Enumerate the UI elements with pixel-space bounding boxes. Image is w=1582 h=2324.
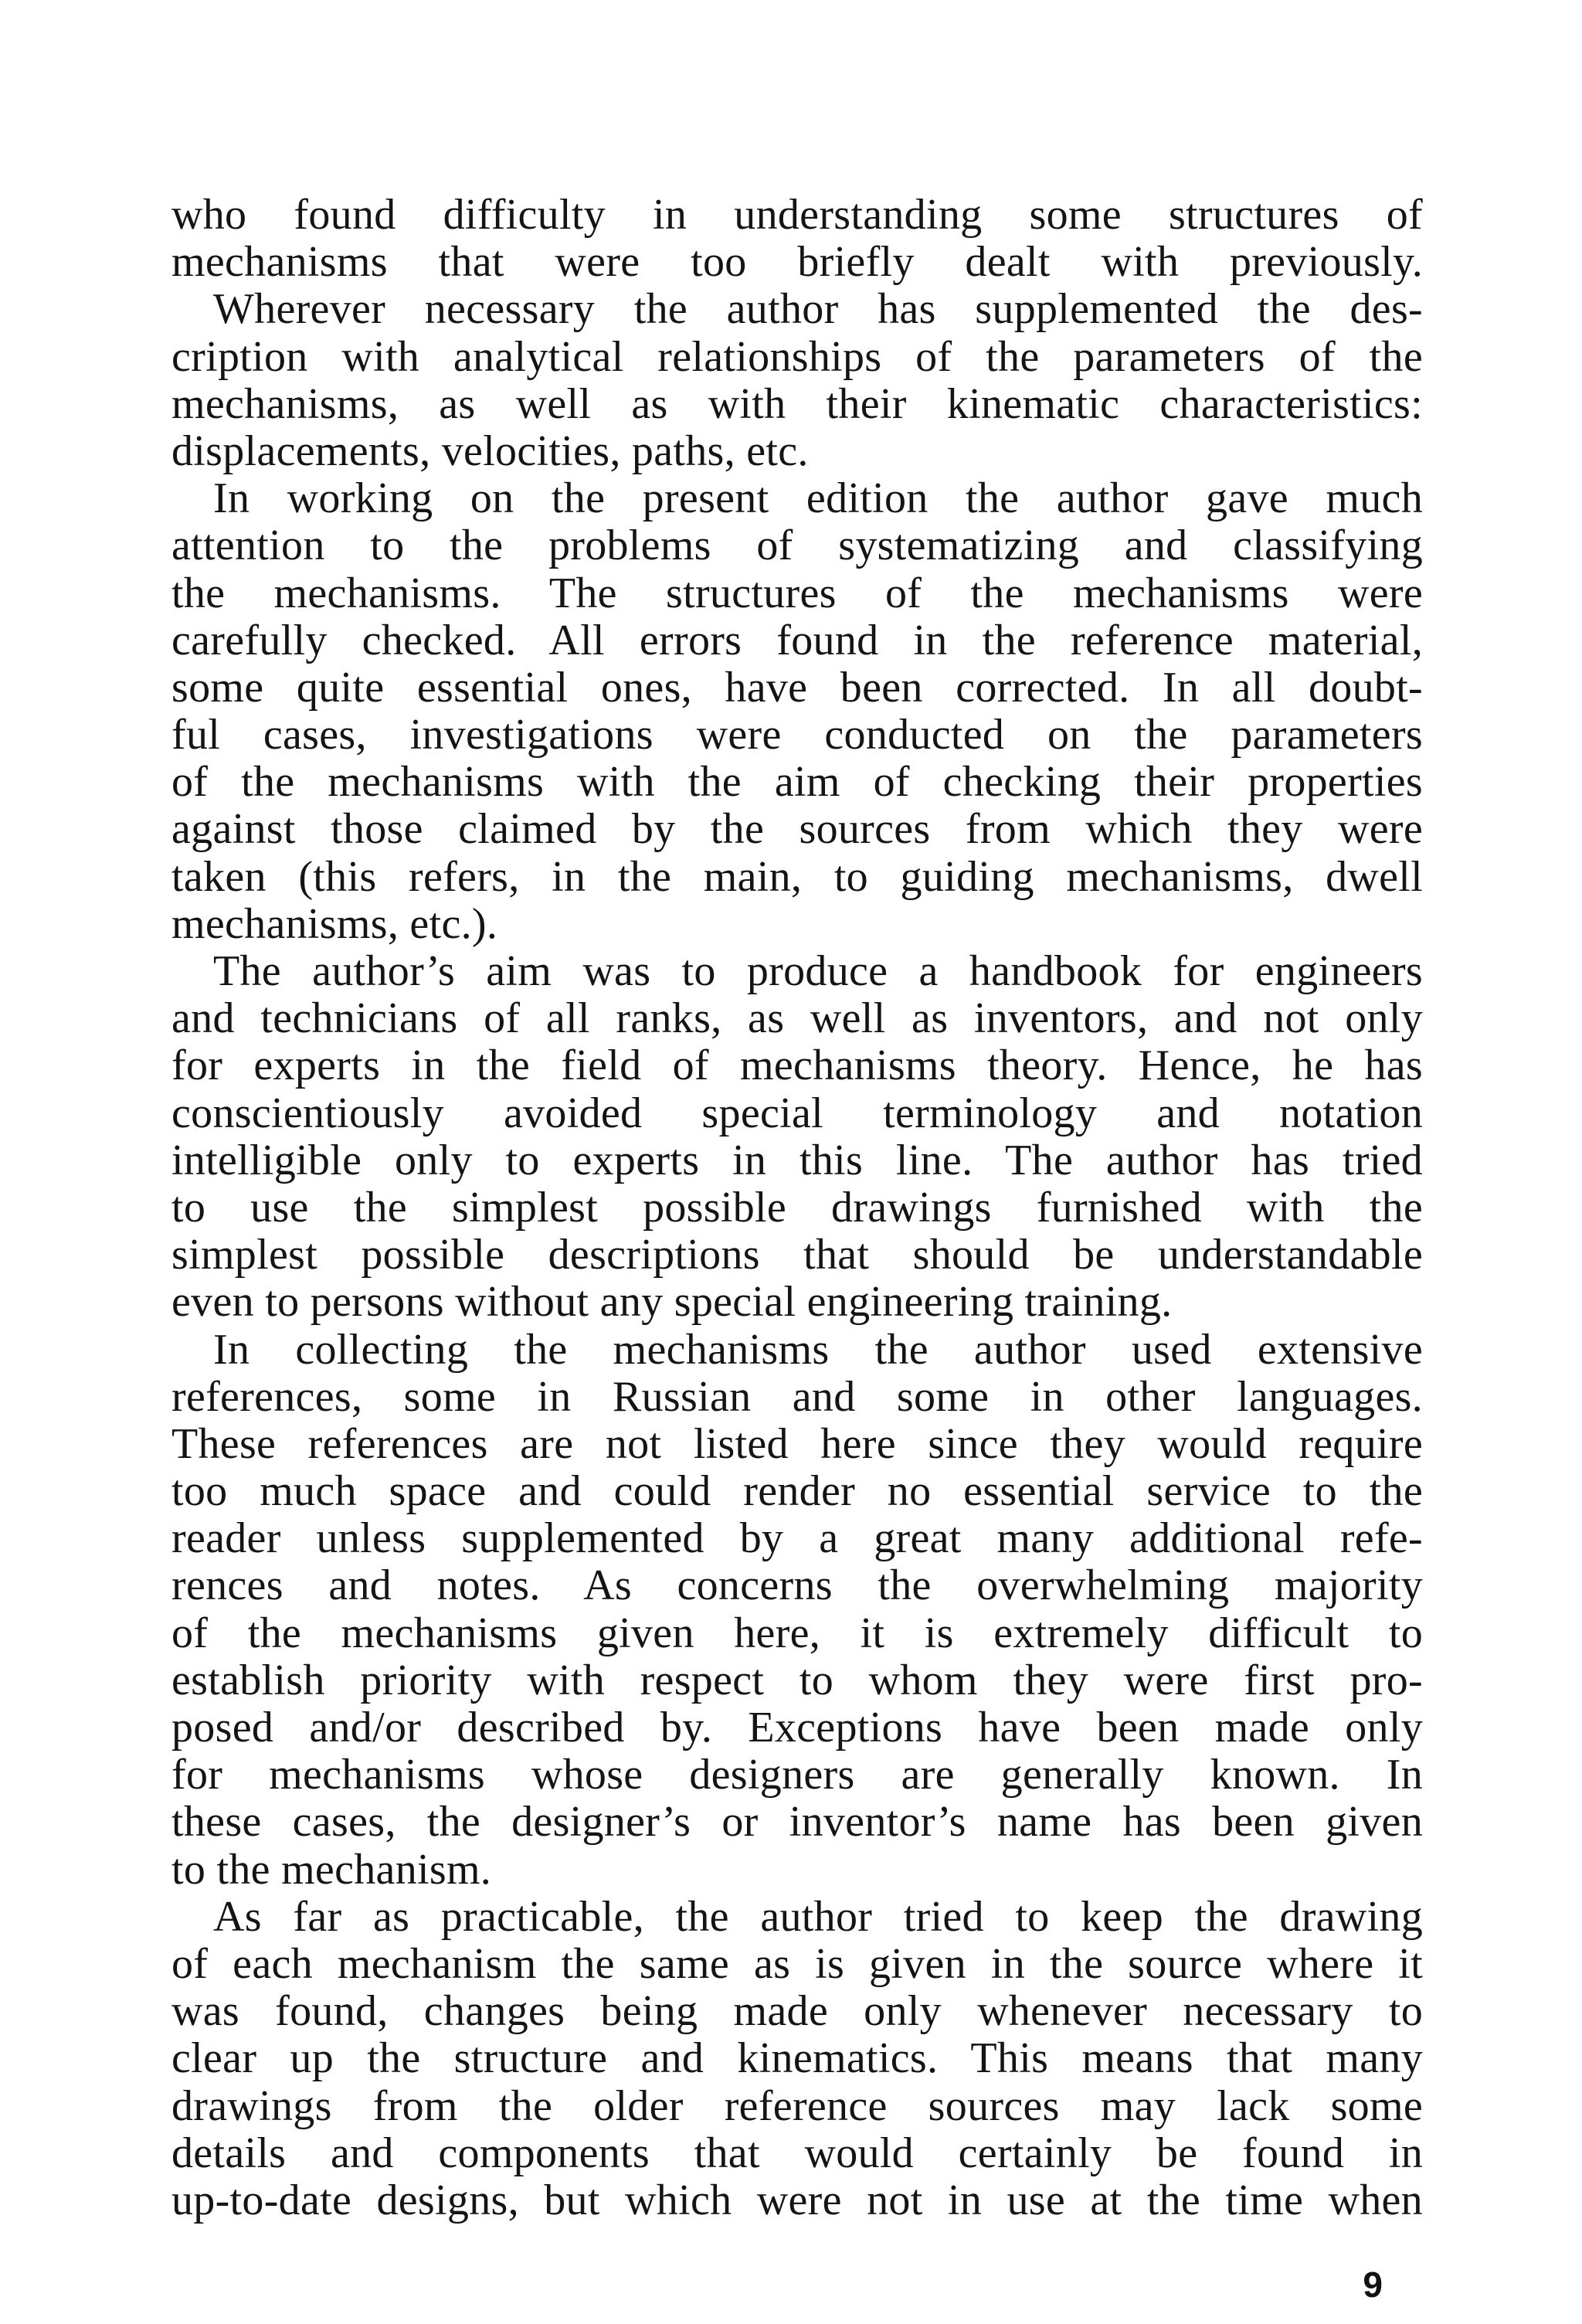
text-line: taken (this refers, in the main, to guiding mechanisms, dwell xyxy=(171,852,1423,901)
text-line: to use the simplest possible drawings furnished with the xyxy=(171,1183,1423,1232)
body-text xyxy=(171,192,1423,2224)
paragraph-first-line: As far as practicable, the author tried to keep the drawing xyxy=(213,1892,1423,1941)
text-line: conscientiously avoided special terminology and notation xyxy=(171,1089,1423,1137)
text-line: some quite essential ones, have been corrected. In all doubt- xyxy=(171,663,1423,712)
text-line: was found, changes being made only whenever necessary to xyxy=(171,1987,1423,2036)
text-line: drawings from the older reference sources may lack some xyxy=(171,2081,1423,2130)
text-line: posed and/or described by. Exceptions have been made only xyxy=(171,1704,1423,1751)
paragraph-last-line: to the mechanism. xyxy=(171,1845,492,1894)
text-line: against those claimed by the sources from which they were xyxy=(171,805,1423,854)
text-line: of the mechanisms given here, it is extremely difficult to xyxy=(171,1609,1423,1657)
text-line: too much space and could render no essential service to the xyxy=(171,1467,1423,1516)
text-line: rences and notes. As concerns the overwhelming majority xyxy=(171,1561,1423,1610)
paragraph-last-line: even to persons without any special engineering training. xyxy=(171,1278,1173,1327)
text-line: establish priority with respect to whom they were first pro- xyxy=(171,1656,1423,1704)
text-line: cription with analytical relationships of the parameters of the xyxy=(171,332,1423,381)
paragraph-last-line: displacements, velocities, paths, etc. xyxy=(171,426,809,475)
text-line: These references are not listed here since they would require xyxy=(171,1419,1423,1468)
text-line: references, some in Russian and some in other languages. xyxy=(171,1372,1423,1421)
text-line: for mechanisms whose designers are generally known. In xyxy=(171,1751,1423,1799)
text-line: of each mechanism the same as is given in the source where it xyxy=(171,1939,1423,1988)
page-number: 9 xyxy=(1363,2265,1383,2305)
text-line: the mechanisms. The structures of the mechanisms were xyxy=(171,569,1423,617)
text-line: of the mechanisms with the aim of checking their properties xyxy=(171,758,1423,807)
paragraph-first-line: Wherever necessary the author has supplemented the des- xyxy=(213,285,1423,334)
text-line: carefully checked. All errors found in the reference material, xyxy=(171,616,1423,664)
paragraph-first-line: In working on the present edition the author gave much xyxy=(213,474,1423,523)
text-line: who found difficulty in understanding some structures of xyxy=(171,191,1423,239)
text-line: up-to-date designs, but which were not in use at the time when xyxy=(171,2176,1423,2224)
text-line: attention to the problems of systematizing and classifying xyxy=(171,522,1423,570)
text-line: for experts in the field of mechanisms theory. Hence, he has xyxy=(171,1041,1423,1090)
text-line: details and components that would certainly be found in xyxy=(171,2129,1423,2177)
text-line: and technicians of all ranks, as well as inventors, and not only xyxy=(171,994,1423,1043)
paragraph-first-line: The author’s aim was to produce a handbook for engineers xyxy=(213,947,1423,995)
text-line: mechanisms, as well as with their kinematic characteristics: xyxy=(171,379,1423,428)
text-line: ful cases, investigations were conducted on the parameters xyxy=(171,711,1423,759)
text-line: intelligible only to experts in this line. The author has tried xyxy=(171,1136,1423,1184)
text-line: these cases, the designer’s or inventor’s name has been given xyxy=(171,1798,1423,1847)
paragraph-first-line: In collecting the mechanisms the author used extensive xyxy=(213,1325,1423,1374)
text-line: simplest possible descriptions that should be understandable xyxy=(171,1231,1423,1279)
text-line: reader unless supplemented by a great many additional refe- xyxy=(171,1514,1423,1563)
text-line: clear up the structure and kinematics. This means that many xyxy=(171,2034,1423,2083)
text-line: mechanisms that were too briefly dealt with previously. xyxy=(171,238,1423,287)
paragraph-last-line: mechanisms, etc.). xyxy=(171,899,498,948)
